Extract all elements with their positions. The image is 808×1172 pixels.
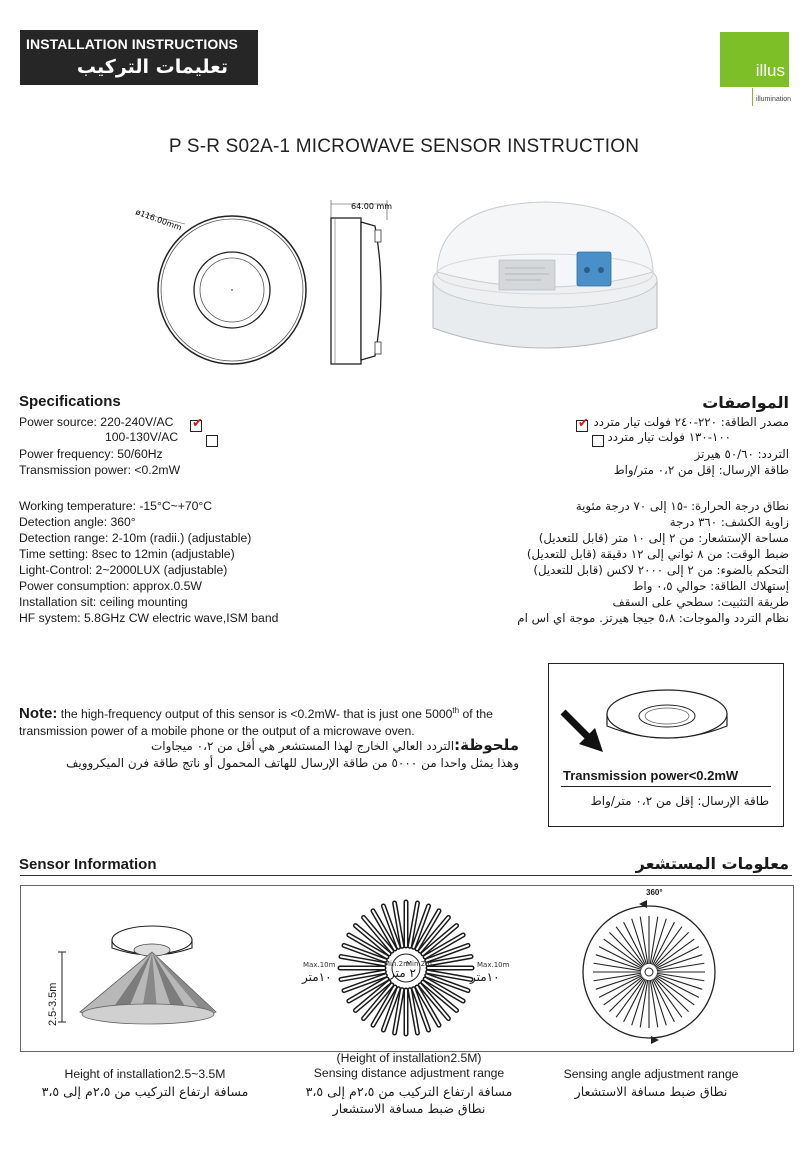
power-option-2: 100-130V/AC: [105, 430, 179, 444]
angle-diagram: [575, 888, 725, 1048]
spec-line-ar: نطاق درجة الحرارة: -١٥ إلى ٧٠ درجة مئوية: [575, 499, 789, 513]
note-text-1: the high-frequency output of this sensor is <0.2mW- that is just one 5000: [57, 707, 453, 722]
spec-line: Detection range: 2-10m (radii.) (adjustable): [19, 531, 252, 545]
header-banner: [20, 30, 258, 85]
note-ar-line-1: التردد العالي الخارج لهذا المستشعر هي أقل من ٠،٢ ميجاوات: [150, 739, 455, 753]
brand-logo: [720, 32, 789, 87]
spec-line-ar: نظام التردد والموجات: ٥،٨ جيجا هيرتز. موجة اي اس ام: [517, 611, 789, 625]
check-mark-icon: ✔: [577, 415, 589, 431]
header-title-en: INSTALLATION INSTRUCTIONS: [26, 36, 238, 52]
caption-distance-en-2: Sensing distance adjustment range: [313, 1066, 505, 1080]
power-220-checkbox: [190, 415, 203, 432]
spec-line-ar: مساحة الإستشعار: من ٢ إلى ١٠ متر (قابل للتعديل): [538, 531, 789, 545]
power-220-checkbox-ar: [576, 415, 589, 432]
check-mark-icon: ✔: [192, 415, 203, 431]
spec-line: Detection angle: 360°: [19, 515, 136, 529]
spec-line: Transmission power: <0.2mW: [19, 463, 181, 477]
caption-height-en: Height of installation2.5~3.5M: [64, 1067, 226, 1081]
top-view-drawing: [145, 214, 306, 364]
logo-divider: [752, 88, 753, 106]
tx-box-ar: طاقة الإرسال: إقل من ٠،٢ متر/واط: [590, 794, 769, 808]
spec-line: Power frequency: 50/60Hz: [19, 447, 163, 461]
spec-line-ar: طاقة الإرسال: إقل من ٠،٢ متر/واط: [613, 463, 789, 477]
caption-distance-en-1: (Height of installation2.5M): [336, 1051, 482, 1065]
tx-box-title: Transmission power<0.2mW: [563, 768, 739, 783]
note-ar: [19, 737, 519, 772]
power-source-line: [19, 414, 173, 430]
spec-line-ar: إستهلاك الطاقة: حوالي ٠،٥ واط: [632, 579, 789, 593]
spec-line: HF system: 5.8GHz CW electric wave,ISM band: [19, 611, 279, 625]
logo-text: illus: [755, 61, 785, 80]
transmission-power-box: [548, 663, 784, 827]
spec-line: Time setting: 8sec to 12min (adjustable): [19, 547, 235, 561]
tx-box-rule: [561, 786, 771, 787]
header-title-ar: تعليمات التركيب: [76, 56, 228, 78]
spec-line-ar: ضبط الوقت: من ٨ ثواني إلى ١٢ دقيقة (قابل للتعديل): [526, 547, 789, 561]
power-option-1: 220-240V/AC: [100, 415, 174, 429]
specs-heading: Specifications: [19, 393, 121, 410]
sensor-info-heading-ar: معلومات المستشعر: [635, 854, 789, 873]
sensor-info-heading: Sensor Information: [19, 856, 157, 873]
side-view-drawing: [331, 200, 387, 364]
angle-label: 360°: [646, 888, 663, 897]
max-left-label: Max.10m: [303, 961, 336, 969]
caption-height-ar: مسافة ارتفاع التركيب من ٢،٥م إلى ٣،٥: [41, 1084, 249, 1099]
note-en: [19, 702, 519, 740]
specs-heading-ar: المواصفات: [702, 393, 789, 412]
caption-distance-ar-1: مسافة ارتفاع التركيب من ٢،٥م إلى ٣،٥: [305, 1084, 513, 1099]
note-sup: th: [452, 706, 460, 715]
height-axis-label: 2.5-3.5m: [47, 982, 59, 1026]
ten-m-left-label: ١٠متر: [302, 970, 332, 984]
spec-line: Light-Control: 2~2000LUX (adjustable): [19, 563, 228, 577]
two-m-label: ٢ متر: [389, 966, 416, 980]
spec-line-ar: التردد: ٥٠/٦٠ هيرتز: [694, 447, 789, 461]
caption-angle-en: Sensing angle adjustment range: [563, 1067, 739, 1081]
note-label-ar: ملحوظة:: [454, 736, 519, 754]
spec-line-ar: زاوية الكشف: ٣٦٠ درجة: [669, 515, 789, 529]
spec-line: Working temperature: -15°C~+70°C: [19, 499, 213, 513]
spec-line: Installation sit: ceiling mounting: [19, 595, 188, 609]
sensor-arrow-illustration: [549, 664, 783, 764]
diameter-label: ø116.00mm: [134, 207, 183, 233]
note-text-2: of the transmission power of a mobile phone or the output of a microwave oven.: [19, 707, 493, 739]
document-title: P S-R S02A-1 MICROWAVE SENSOR INSTRUCTION: [168, 136, 640, 157]
spec-line-ar: طريقة التثبيت: سطحي على السقف: [612, 595, 789, 609]
product-photo: [433, 202, 657, 348]
power-100-checkbox-ar: [592, 435, 604, 447]
height-diagram: [40, 910, 240, 1035]
caption-distance-ar-2: نطاق ضبط مسافة الاستشعار: [332, 1101, 486, 1116]
note-ar-line-2: وهذا يمثل واحدا من ٥٠٠٠ من طاقة الإرسال للهاتف المحمول أو ناتج طاقة فرن الميكروويف: [65, 756, 519, 770]
spec-line-ar: التحكم بالضوء: من ٢ إلى ٢٠٠٠ لاكس (قابل للتعديل): [533, 563, 789, 577]
sensor-info-rule: [20, 875, 792, 876]
power-source-label: Power source:: [19, 415, 97, 429]
power-option-1-ar: مصدر الطاقة: ٢٢٠-٢٤٠ فولت تيار متردد: [593, 415, 789, 429]
min-left-label: Min.2m: [384, 960, 410, 968]
max-right-label: Max.10m: [477, 961, 510, 969]
spec-line: Power consumption: approx.0.5W: [19, 579, 202, 593]
ten-m-right-label: ١٠متر: [470, 970, 500, 984]
min-right-label: Min.2m: [406, 960, 432, 968]
product-drawings: [125, 190, 685, 370]
power-option-2-ar: ١٠٠-١٣٠ فولت تيار متردد: [607, 430, 731, 444]
logo-subtitle: illumination: [756, 96, 792, 103]
note-label: Note:: [19, 705, 58, 723]
width-label: 64.00 mm: [351, 202, 393, 211]
power-100-checkbox: [206, 435, 218, 447]
caption-angle-ar: نطاق ضبط مسافة الاستشعار: [574, 1084, 728, 1099]
